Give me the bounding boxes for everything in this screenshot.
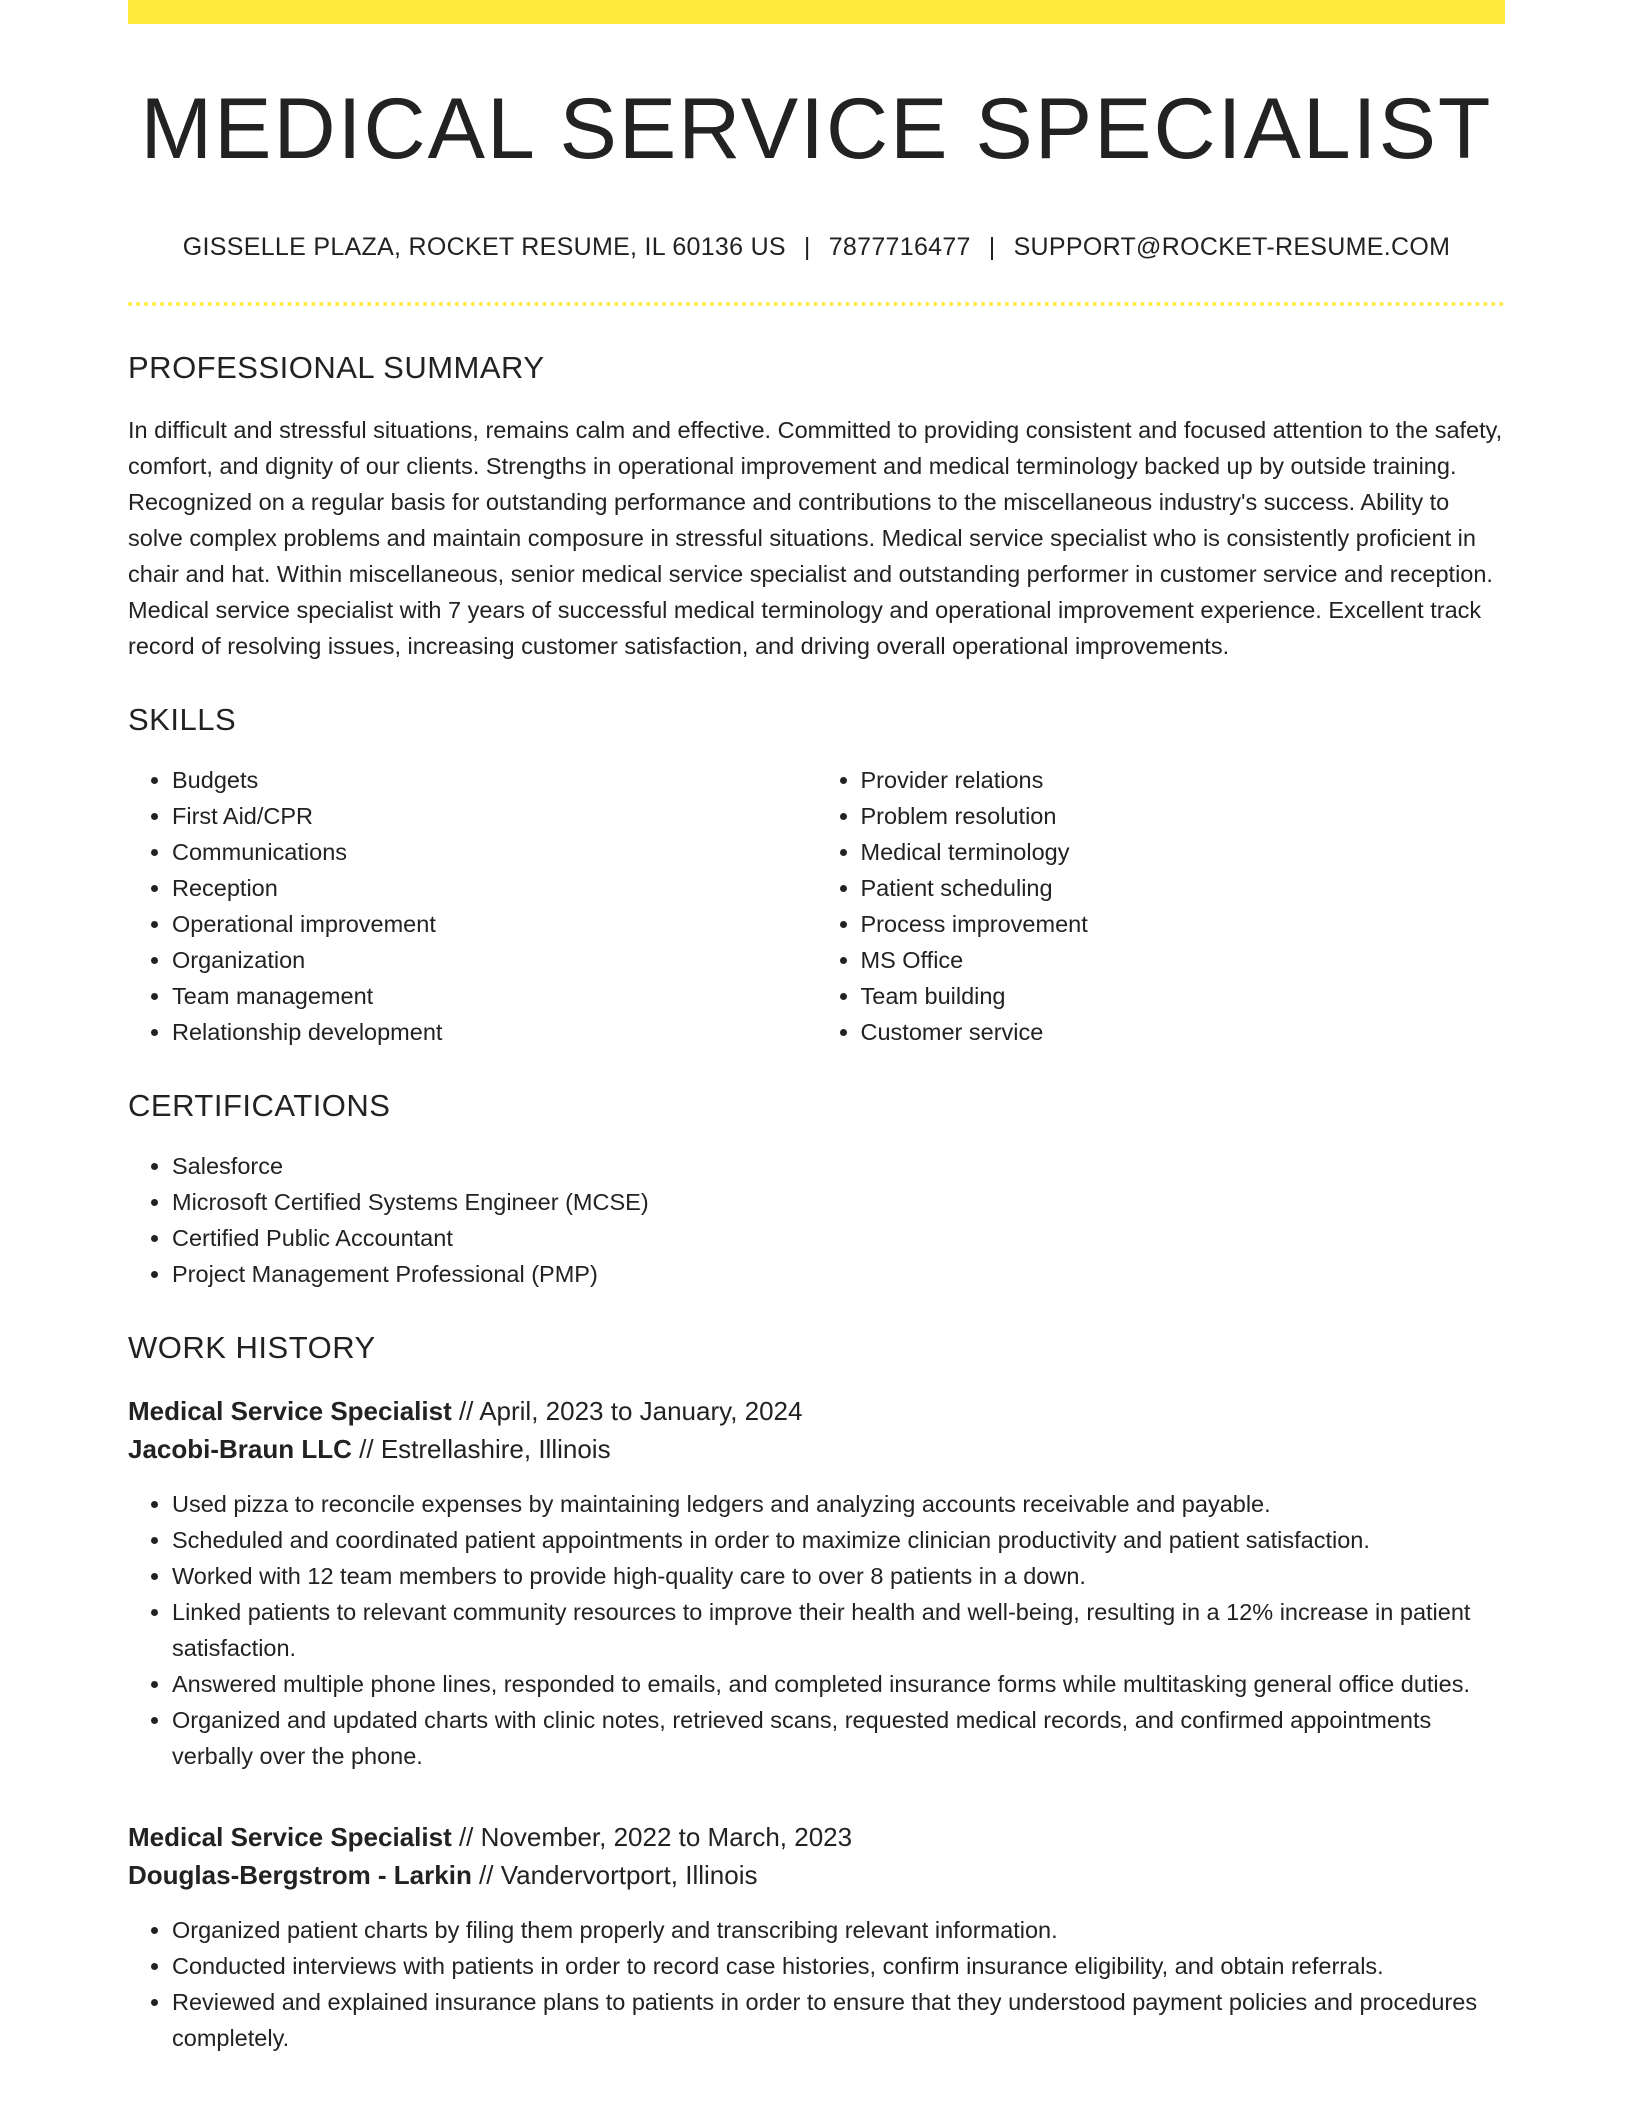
job-bullet: • Answered multiple phone lines, responded to emails, and completed insurance forms while multitasking general office duties. bbox=[172, 1666, 1505, 1702]
job-location: // Estrellashire, Illinois bbox=[351, 1433, 611, 1464]
job-title-line bbox=[128, 1392, 1505, 1430]
accent-bar bbox=[128, 0, 1505, 24]
work-history-heading: WORK HISTORY bbox=[128, 1329, 376, 1365]
contact-separator: | bbox=[988, 232, 996, 261]
job-bullet: • Reviewed and explained insurance plans to patients in order to ensure that they understood payment policies and procedures completely. bbox=[172, 1984, 1505, 2056]
job-dates: // November, 2022 to March, 2023 bbox=[451, 1821, 853, 1852]
job-bullet: • Conducted interviews with patients in order to record case histories, confirm insurance eligibility, and obtain referrals. bbox=[172, 1948, 1505, 1984]
job-entry bbox=[128, 1392, 1505, 1774]
job-bullet: • Organized and updated charts with clinic notes, retrieved scans, requested medical records, and confirmed appointments verbally over the phone. bbox=[172, 1702, 1505, 1774]
job-bullets bbox=[128, 1912, 1505, 2056]
job-company-line bbox=[128, 1856, 1505, 1894]
job-title-line bbox=[128, 1818, 1505, 1856]
job-company: Douglas-Bergstrom - Larkin bbox=[128, 1859, 472, 1890]
skills-columns bbox=[128, 762, 1505, 1050]
certification-item: • Project Management Professional (PMP) bbox=[172, 1256, 1505, 1292]
skill-item: • Medical terminology bbox=[861, 834, 1506, 870]
certification-item: • Microsoft Certified Systems Engineer (MCSE) bbox=[172, 1184, 1505, 1220]
skill-item: • Relationship development bbox=[172, 1014, 817, 1050]
job-bullets bbox=[128, 1486, 1505, 1774]
skills-list-right bbox=[817, 762, 1506, 1050]
job-dates: // April, 2023 to January, 2024 bbox=[451, 1395, 803, 1426]
job-company-line bbox=[128, 1430, 1505, 1468]
skill-item: • Process improvement bbox=[861, 906, 1506, 942]
skill-item: • Budgets bbox=[172, 762, 817, 798]
job-entry bbox=[128, 1818, 1505, 2056]
certifications-list bbox=[128, 1148, 1505, 1292]
contact-line bbox=[128, 233, 1505, 262]
skill-item: • Communications bbox=[172, 834, 817, 870]
job-bullet: • Scheduled and coordinated patient appointments in order to maximize clinician productivity and patient satisfaction. bbox=[172, 1522, 1505, 1558]
job-bullet: • Worked with 12 team members to provide high-quality care to over 8 patients in a down. bbox=[172, 1558, 1505, 1594]
certification-item: • Certified Public Accountant bbox=[172, 1220, 1505, 1256]
skills-heading: SKILLS bbox=[128, 701, 237, 737]
contact-separator: | bbox=[803, 232, 811, 261]
skill-item: • Operational improvement bbox=[172, 906, 817, 942]
job-company: Jacobi-Braun LLC bbox=[128, 1433, 352, 1464]
resume-title: MEDICAL SERVICE SPECIALIST bbox=[140, 81, 1493, 177]
dotted-divider bbox=[128, 302, 1505, 306]
skill-item: • Problem resolution bbox=[861, 798, 1506, 834]
summary-heading: PROFESSIONAL SUMMARY bbox=[128, 349, 545, 385]
skills-list-left bbox=[128, 762, 817, 1050]
job-bullet: • Linked patients to relevant community resources to improve their health and well-being, resulting in a 12% increase in patient satisfaction. bbox=[172, 1594, 1505, 1666]
job-role: Medical Service Specialist bbox=[128, 1821, 452, 1852]
skill-item: • Patient scheduling bbox=[861, 870, 1506, 906]
skill-item: • Team building bbox=[861, 978, 1506, 1014]
skill-item: • First Aid/CPR bbox=[172, 798, 817, 834]
job-bullet: • Used pizza to reconcile expenses by maintaining ledgers and analyzing accounts receivable and payable. bbox=[172, 1486, 1505, 1522]
certifications-heading: CERTIFICATIONS bbox=[128, 1087, 391, 1123]
skill-item: • Organization bbox=[172, 942, 817, 978]
contact-address: GISSELLE PLAZA, ROCKET RESUME, IL 60136 US bbox=[182, 232, 786, 261]
skill-item: • MS Office bbox=[861, 942, 1506, 978]
job-location: // Vandervortport, Illinois bbox=[471, 1859, 758, 1890]
skill-item: • Team management bbox=[172, 978, 817, 1014]
job-role: Medical Service Specialist bbox=[128, 1395, 452, 1426]
job-bullet: • Organized patient charts by filing them properly and transcribing relevant information. bbox=[172, 1912, 1505, 1948]
contact-email: SUPPORT@ROCKET-RESUME.COM bbox=[1013, 232, 1451, 261]
skill-item: • Provider relations bbox=[861, 762, 1506, 798]
certification-item: • Salesforce bbox=[172, 1148, 1505, 1184]
contact-phone: 7877716477 bbox=[828, 232, 971, 261]
skill-item: • Reception bbox=[172, 870, 817, 906]
resume-page bbox=[128, 0, 1505, 2056]
summary-text: In difficult and stressful situations, remains calm and effective. Committed to providing consistent and focused attention to the safety, comfort, and dignity of our clients. Strengths in operational improvement and medical terminology backed up by outside training. Recognized on a regular basis for outstanding performance and contributions to the miscellaneous industry's success. Ability to solve complex problems and maintain composure in stressful situations. Medical service specialist who is consistently proficient in chair and hat. Within miscellaneous, senior medical service specialist and outstanding performer in customer service and reception. Medical service specialist with 7 years of successful medical terminology and operational improvement experience. Excellent track record of resolving issues, increasing customer satisfaction, and driving overall operational improvements. bbox=[128, 416, 1503, 659]
skill-item: • Customer service bbox=[861, 1014, 1506, 1050]
